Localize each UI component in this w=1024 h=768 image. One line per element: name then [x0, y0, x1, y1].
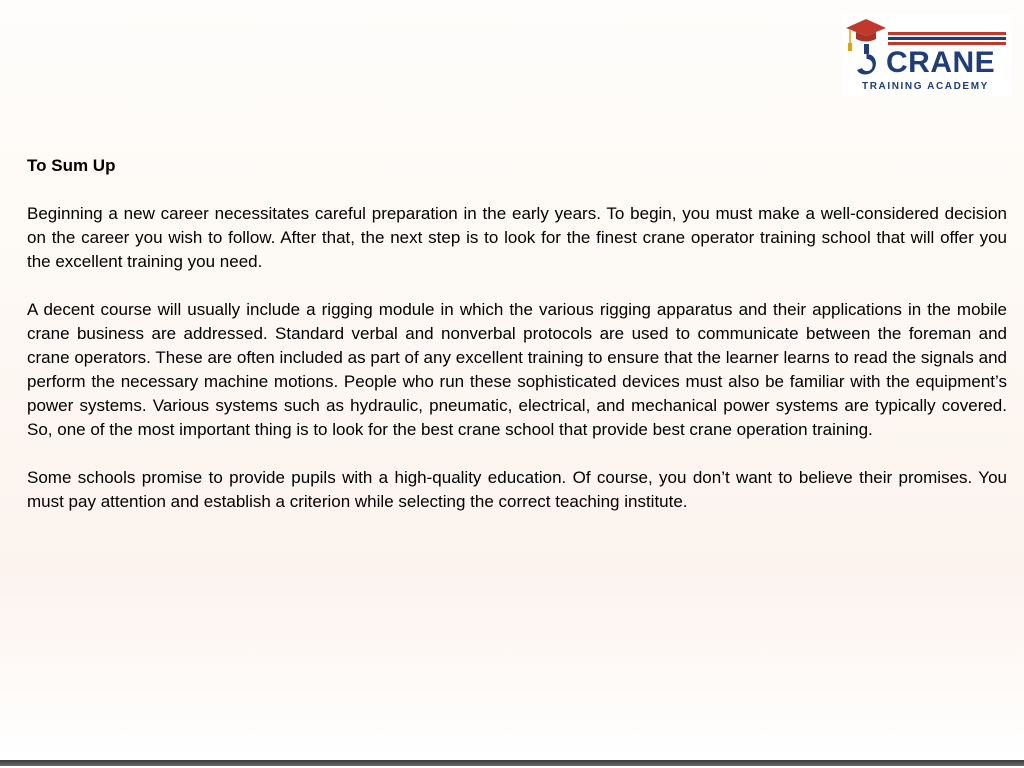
section-heading: To Sum Up: [27, 156, 116, 175]
logo-tagline: TRAINING ACADEMY: [862, 81, 989, 92]
paragraph-career-preparation: Beginning a new career necessitates careful preparation in the early years. To begin, you must make a well-considered decision on the career you wish to follow. After that, the next step is to look for the finest crane operator training school that will offer you the excellent training you need.: [27, 204, 1007, 271]
logo-stripe-navy: [888, 37, 1006, 40]
slide-body: [27, 154, 1007, 538]
paragraph-school-selection: Some schools promise to provide pupils with a high-quality education. Of course, you don’t want to believe their promises. You must pay attention and establish a criterion while selecting the correct teaching institute.: [27, 468, 1007, 511]
crane-hook-icon: [857, 44, 876, 75]
bottom-divider: [0, 760, 1024, 766]
logo-stripe-red-top: [888, 32, 1006, 35]
logo-stripe-red-bottom: [888, 42, 1006, 45]
paragraph-course-content: A decent course will usually include a rigging module in which the various rigging apparatus and their applications in the mobile crane business are addressed. Standard verbal and nonverbal protocols are used to communicate between the foreman and crane operators. These are often included as part of any excellent training to ensure that the learner learns to read the signals and perform the necessary machine motions. People who run these sophisticated devices must also be familiar with the equipment’s power systems. Various systems such as hydraulic, pneumatic, electrical, and mechanical power systems are typically covered. So, one of the most important thing is to look for the best crane school that provide best crane operation training.: [27, 300, 1007, 439]
logo-wordmark: CRANE: [886, 46, 996, 79]
crane-training-academy-logo: [842, 14, 1012, 96]
